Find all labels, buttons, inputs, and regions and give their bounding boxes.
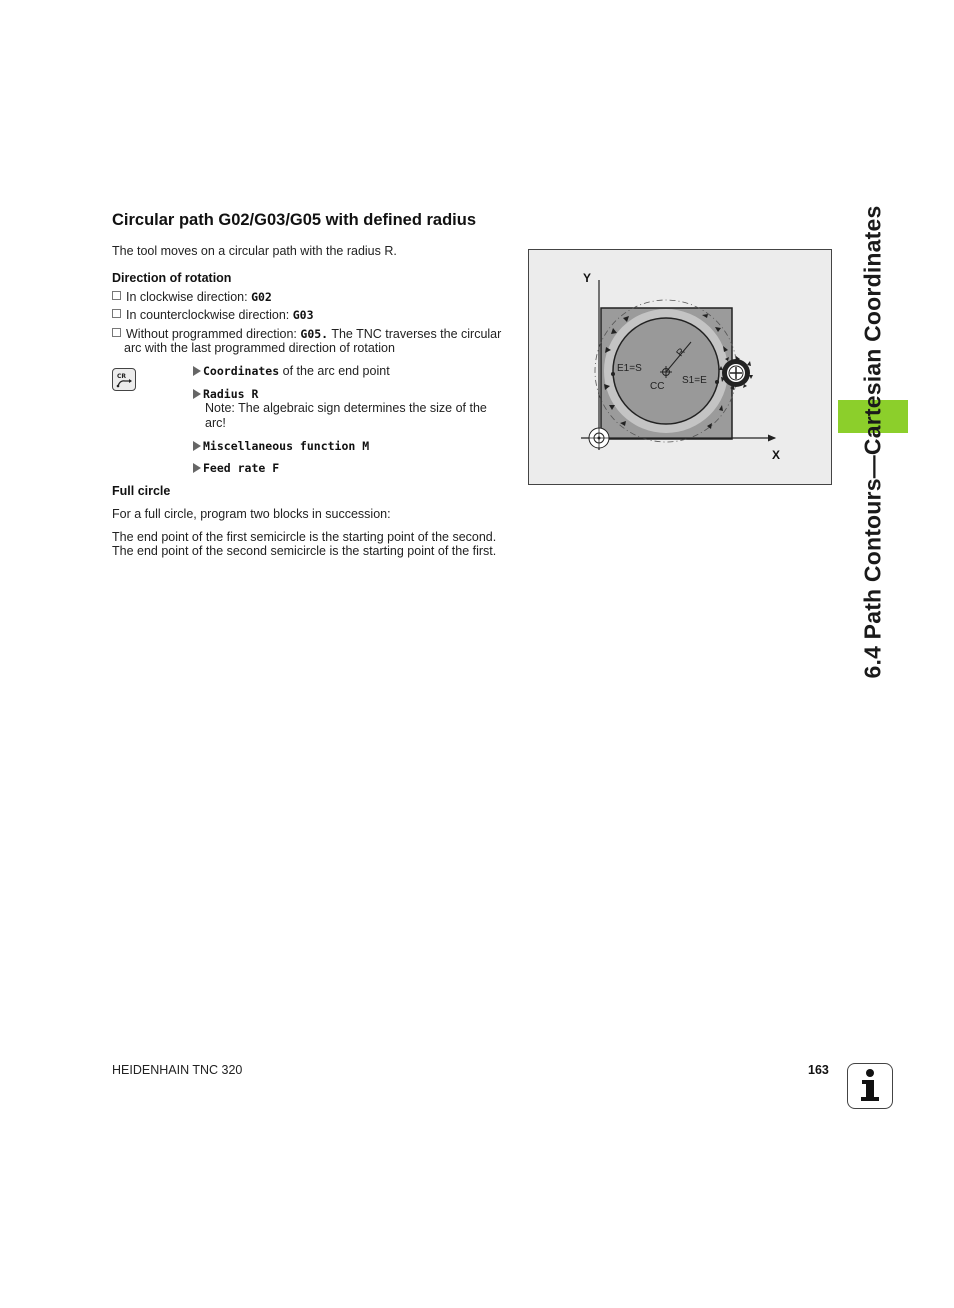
step-radius-note-line1: Note: The algebraic sign determines the size of the	[205, 401, 487, 415]
cr-key-label: CR	[117, 373, 127, 380]
section-title: Circular path G02/G03/G05 with defined radius	[112, 211, 477, 229]
step-feed-rate: Feed rate F	[193, 461, 279, 476]
direction-item-unprogrammed: Without programmed direction: G05. The TNC traverses the circular	[112, 327, 501, 342]
cr-key-icon	[112, 368, 136, 391]
bullet-icon	[112, 328, 121, 337]
triangle-arrow-icon	[193, 366, 201, 376]
origin-icon	[589, 428, 609, 448]
triangle-arrow-icon	[193, 389, 201, 399]
triangle-arrow-icon	[193, 463, 201, 473]
triangle-arrow-icon	[193, 441, 201, 451]
direction-item-counterclockwise: In counterclockwise direction: G03	[112, 308, 314, 323]
direction-heading: Direction of rotation	[112, 271, 232, 285]
direction-item-clockwise: In clockwise direction: G02	[112, 290, 272, 305]
intro-text: The tool moves on a circular path with the radius R.	[112, 244, 397, 258]
x-axis-label: X	[772, 448, 781, 462]
bullet-icon	[112, 309, 121, 318]
step-radius-note-line2: arc!	[205, 416, 226, 430]
step-coordinates: Coordinates of the arc end point	[193, 364, 390, 379]
chapter-title-vertical: 6.4 Path Contours—Cartesian Coordinates	[859, 205, 886, 679]
full-circle-p1: For a full circle, program two blocks in succession:	[112, 507, 391, 521]
info-icon	[847, 1063, 893, 1109]
figure-drawing	[529, 250, 831, 484]
direction-item-unprogrammed-line2: arc with the last programmed direction of rotation	[124, 341, 395, 355]
full-circle-heading: Full circle	[112, 484, 171, 498]
label-e1-s: E1=S	[617, 363, 642, 374]
footer-product: HEIDENHAIN TNC 320	[112, 1063, 243, 1077]
circular-path-figure	[528, 249, 832, 485]
label-cc: CC	[650, 381, 665, 392]
step-misc-function: Miscellaneous function M	[193, 439, 369, 454]
full-circle-p2-line1: The end point of the first semicircle is the starting point of the second.	[112, 530, 497, 544]
step-radius: Radius R	[193, 387, 258, 402]
label-s1-e: S1=E	[682, 375, 707, 386]
full-circle-p2-line2: The end point of the second semicircle is the starting point of the first.	[112, 544, 497, 558]
bullet-icon	[112, 291, 121, 300]
y-axis-label: Y	[583, 271, 592, 285]
label-r: R	[674, 346, 688, 359]
page-number: 163	[808, 1063, 829, 1077]
